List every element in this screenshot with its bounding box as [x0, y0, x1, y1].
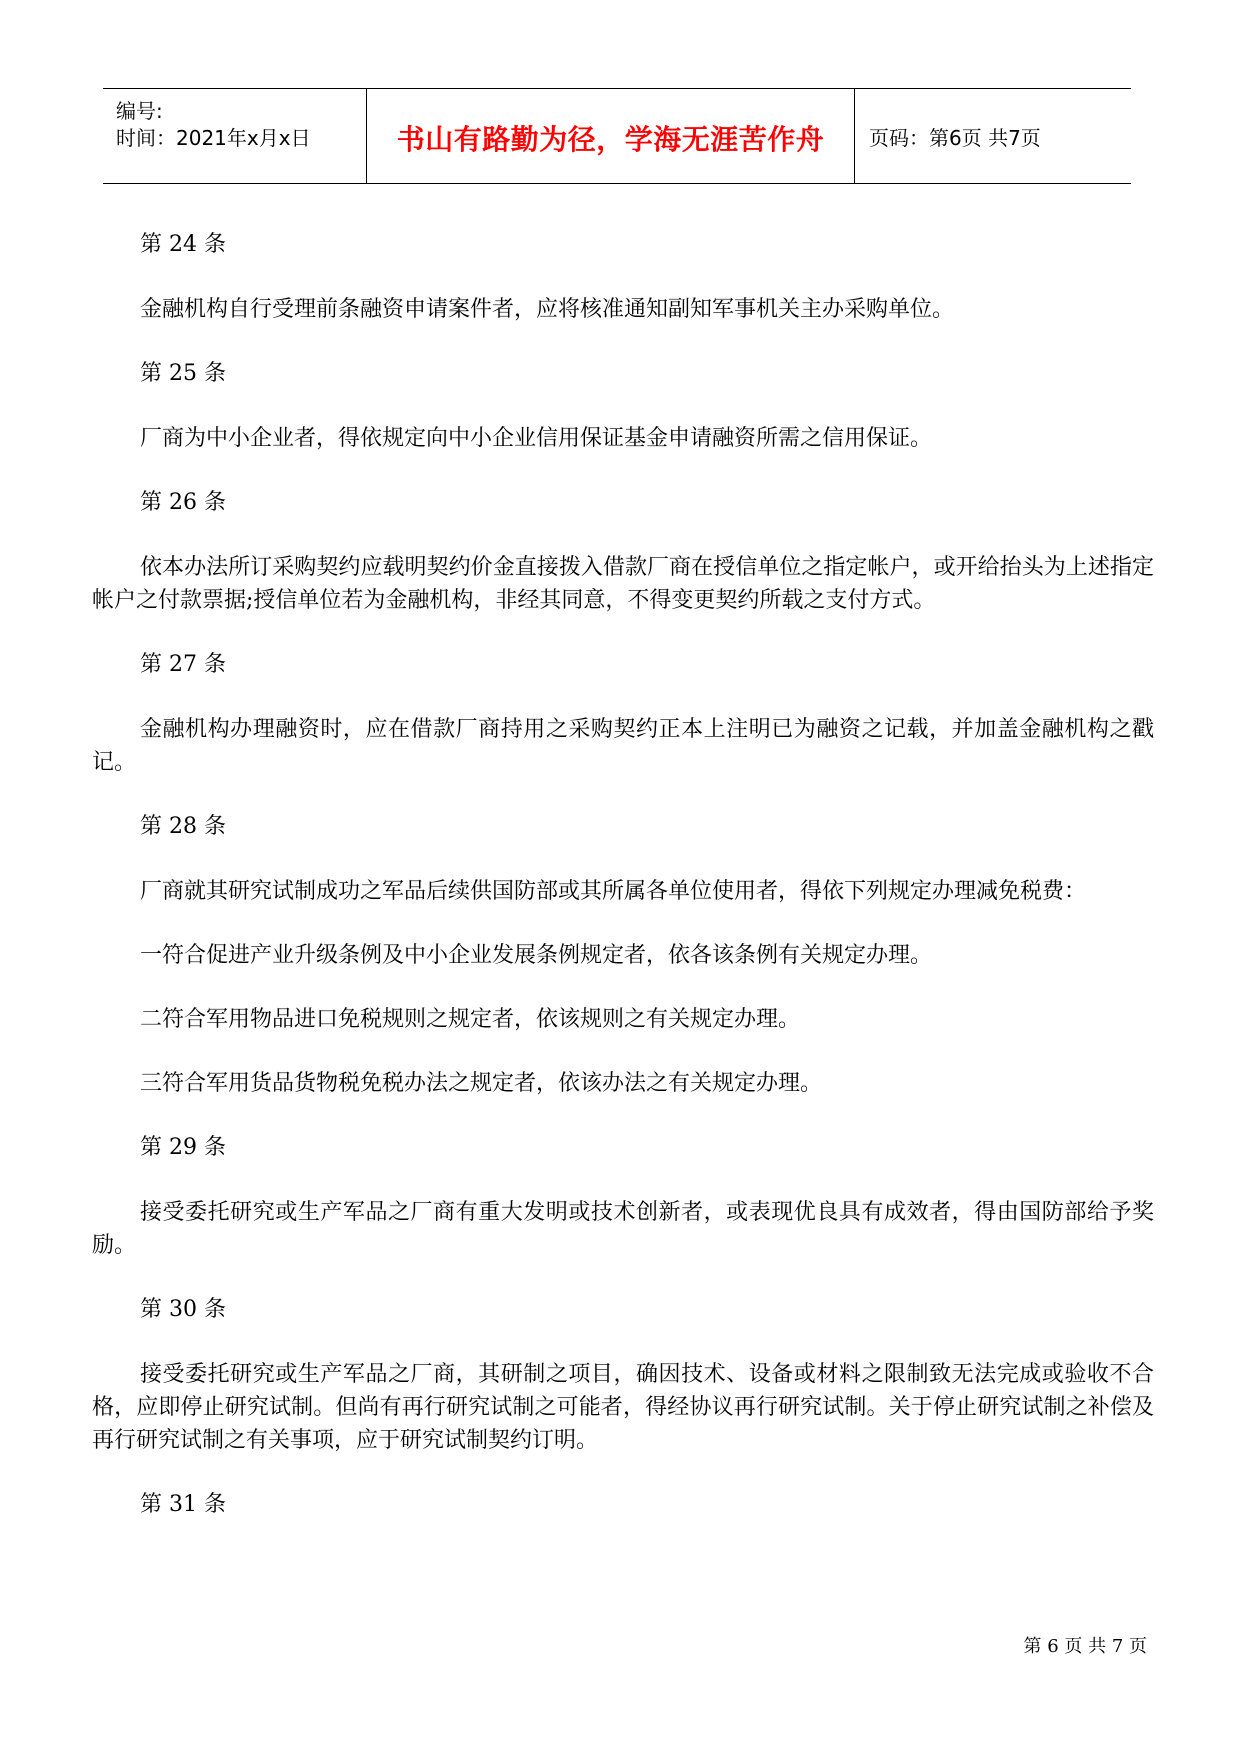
article-paragraph: 依本办法所订采购契约应载明契约价金直接拨入借款厂商在授信单位之指定帐户，或开给抬头为上述指定帐户之付款票据;授信单位若为金融机构，非经其同意，不得变更契约所载之支付方式。: [92, 555, 1154, 613]
document-header: [103, 88, 1131, 184]
article-paragraph: 金融机构办理融资时，应在借款厂商持用之采购契约正本上注明已为融资之记载，并加盖金融机构之戳记。: [92, 717, 1154, 775]
motto-text: 书山有路勤为径，学海无涯苦作舟: [396, 123, 825, 156]
article-heading: 第 31 条: [140, 1492, 226, 1517]
article-paragraph: 厂商就其研究试制成功之军品后续供国防部或其所属各单位使用者，得依下列规定办理减免税费：: [140, 879, 1087, 904]
article-heading: 第 25 条: [140, 361, 226, 386]
header-info-cell: [103, 89, 367, 183]
page-footer: 第 6 页 共 7 页: [1023, 1636, 1147, 1657]
document-body: [92, 228, 1154, 1553]
article-heading: 第 29 条: [140, 1135, 226, 1160]
header-page-info: 页码：第6页 共7页: [869, 126, 1041, 150]
article-paragraph: 接受委托研究或生产军品之厂商有重大发明或技术创新者，或表现优良具有成效者，得由国防部给予奖励。: [92, 1200, 1154, 1258]
article-heading: 第 28 条: [140, 814, 226, 839]
article-list-item: 二符合军用物品进口免税规则之规定者，依该规则之有关规定办理。: [140, 1007, 801, 1032]
article-heading: 第 24 条: [140, 232, 226, 257]
document-time-label: 时间：2021年x月x日: [116, 126, 311, 150]
document-number-label: 编号:: [116, 99, 163, 123]
article-paragraph: 金融机构自行受理前条融资申请案件者，应将核准通知副知军事机关主办采购单位。: [140, 297, 955, 322]
header-motto-cell: [367, 89, 855, 183]
article-list-item: 一符合促进产业升级条例及中小企业发展条例规定者，依各该条例有关规定办理。: [140, 943, 933, 968]
article-paragraph: 厂商为中小企业者，得依规定向中小企业信用保证基金申请融资所需之信用保证。: [140, 426, 933, 451]
header-page-cell: [855, 89, 1131, 183]
article-list-item: 三符合军用货品货物税免税办法之规定者，依该办法之有关规定办理。: [140, 1071, 823, 1096]
article-heading: 第 30 条: [140, 1297, 226, 1322]
article-heading: 第 26 条: [140, 490, 226, 515]
article-heading: 第 27 条: [140, 652, 226, 677]
article-paragraph: 接受委托研究或生产军品之厂商，其研制之项目，确因技术、设备或材料之限制致无法完成或验收不合格，应即停止研究试制。但尚有再行研究试制之可能者，得经协议再行研究试制。关于停止研究试制之补偿及再行研究试制之有关事项，应于研究试制契约订明。: [92, 1362, 1154, 1453]
